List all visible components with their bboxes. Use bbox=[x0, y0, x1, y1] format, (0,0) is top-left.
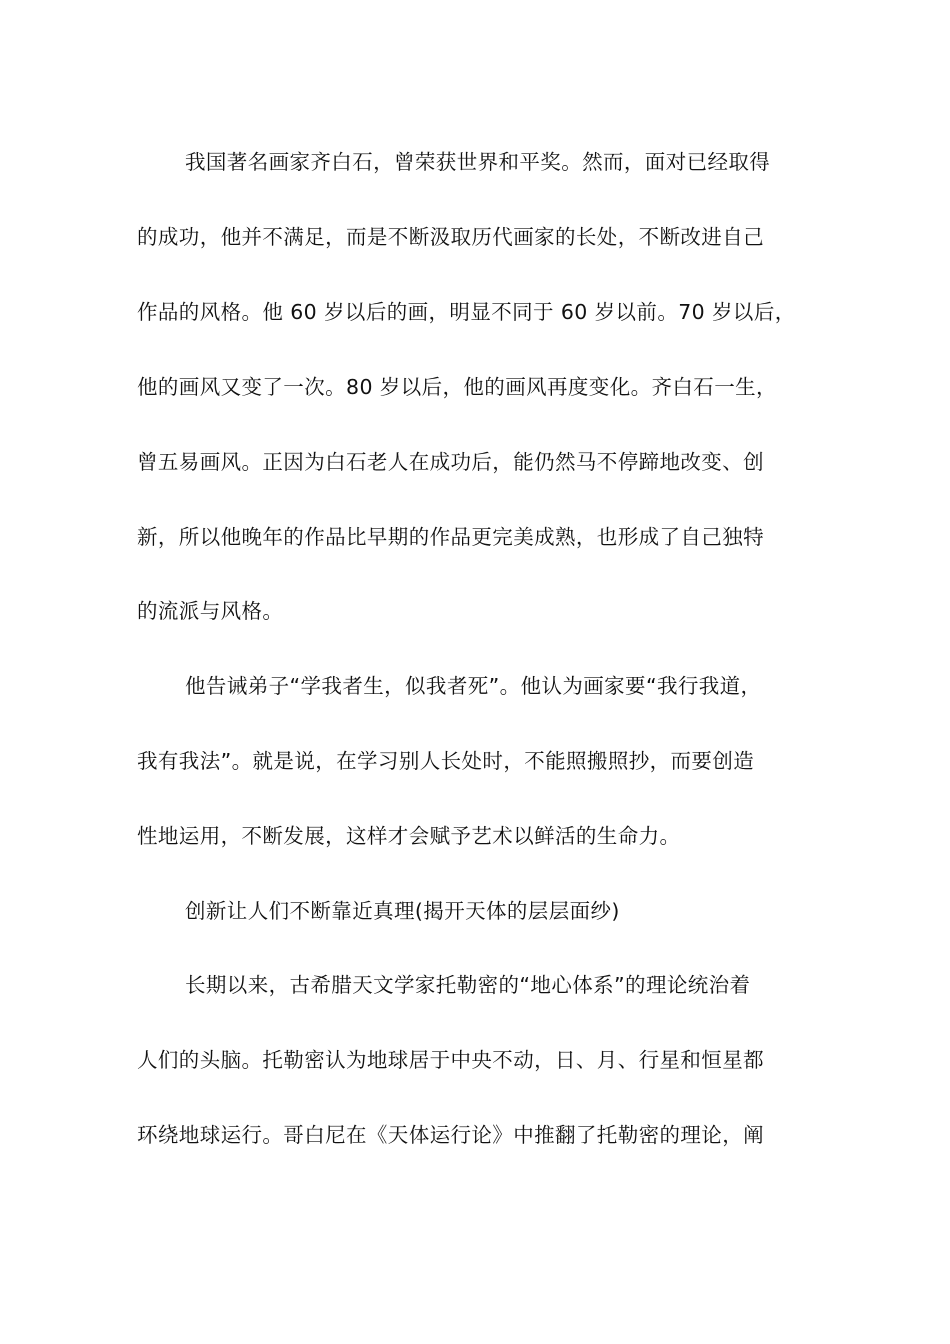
paragraph-1-line-6: 新，所以他晚年的作品比早期的作品更完美成熟，也形成了自己独特 bbox=[137, 525, 764, 549]
section-heading: 创新让人们不断靠近真理(揭开天体的层层面纱) bbox=[185, 899, 620, 923]
paragraph-3-line-2: 人们的头脑。托勒密认为地球居于中央不动，日、月、行星和恒星都 bbox=[137, 1048, 764, 1072]
paragraph-2-line-3: 性地运用，不断发展，这样才会赋予艺术以鲜活的生命力。 bbox=[137, 824, 681, 848]
paragraph-3-line-1: 长期以来，古希腊天文学家托勒密的“地心体系”的理论统治着 bbox=[185, 973, 751, 997]
paragraph-1-line-5: 曾五易画风。正因为白石老人在成功后，能仍然马不停蹄地改变、创 bbox=[137, 450, 764, 474]
paragraph-2-line-1: 他告诫弟子“学我者生，似我者死”。他认为画家要“我行我道， bbox=[185, 674, 762, 698]
paragraph-1-line-7: 的流派与风格。 bbox=[137, 599, 284, 623]
paragraph-1-line-3: 作品的风格。他 60 岁以后的画，明显不同于 60 岁以前。70 岁以后， bbox=[137, 300, 796, 324]
paragraph-2-line-2: 我有我法”。就是说，在学习别人长处时，不能照搬照抄，而要创造 bbox=[137, 749, 755, 773]
paragraph-3-line-3: 环绕地球运行。哥白尼在《天体运行论》中推翻了托勒密的理论，阐 bbox=[137, 1123, 764, 1147]
paragraph-1-line-1: 我国著名画家齐白石，曾荣获世界和平奖。然而，面对已经取得 bbox=[185, 150, 771, 174]
paragraph-1-line-2: 的成功，他并不满足，而是不断汲取历代画家的长处，不断改进自己 bbox=[137, 225, 764, 249]
paragraph-1-line-4: 他的画风又变了一次。80 岁以后，他的画风再度变化。齐白石一生， bbox=[137, 375, 777, 399]
